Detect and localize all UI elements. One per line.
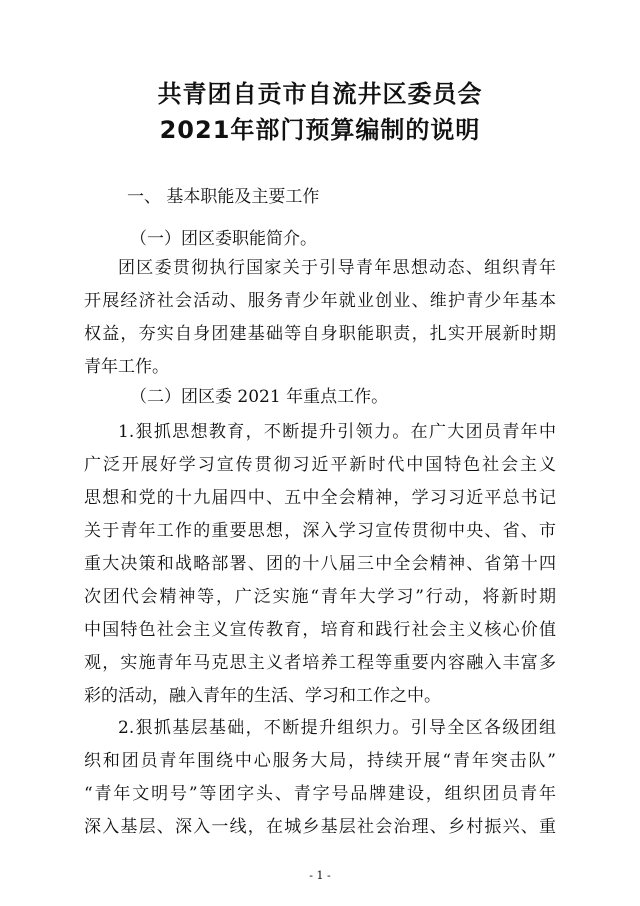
paragraph-line: 深入基层、深入一线，在城乡基层社会治理、乡村振兴、重 — [84, 817, 556, 837]
paragraph-line: 关于青年工作的重要思想，深入学习宣传贯彻中央、省、市 — [84, 521, 556, 541]
paragraph-line: 青年工作。 — [84, 357, 169, 377]
paragraph-line: 彩的活动，融入青年的生活、学习和工作之中。 — [84, 686, 441, 706]
paragraph-line: 观，实施青年马克思主义者培养工程等重要内容融入丰富多 — [84, 653, 556, 673]
paragraph-line: 思想和党的十九届四中、五中全会精神，学习习近平总书记 — [84, 488, 556, 508]
document-title-line-1: 共青团自贡市自流井区委员会 — [157, 80, 483, 108]
section-heading-basic-functions: 一、 基本职能及主要工作 — [127, 187, 320, 207]
paragraph-line: “青年文明号”等团字头、青字号品牌建设，组织团员青年 — [84, 784, 556, 804]
paragraph-line: 2.狠抓基层基础，不断提升组织力。引导全区各级团组 — [118, 718, 556, 738]
subsection-heading-key-work: （二）团区委 2021 年重点工作。 — [130, 387, 389, 407]
paragraph-line: 次团代会精神等，广泛实施“青年大学习”行动，将新时期 — [84, 587, 556, 607]
paragraph-line: 广泛开展好学习宣传贯彻习近平新时代中国特色社会主义 — [84, 455, 556, 475]
page-number: - 1 - — [309, 869, 331, 882]
paragraph-line: 团区委贯彻执行国家关于引导青年思想动态、组织青年 — [118, 258, 556, 278]
paragraph-line: 开展经济社会活动、服务青少年就业创业、维护青少年基本 — [84, 291, 556, 311]
document-title-line-2: 2021年部门预算编制的说明 — [159, 116, 481, 144]
paragraph-line: 权益，夯实自身团建基础等自身职能职责，扎实开展新时期 — [84, 324, 556, 344]
paragraph-line: 织和团员青年围绕中心服务大局，持续开展“青年突击队” — [84, 751, 556, 771]
paragraph-line: 中国特色社会主义宣传教育，培育和践行社会主义核心价值 — [84, 620, 556, 640]
paragraph-line: 1.狠抓思想教育，不断提升引领力。在广大团员青年中 — [118, 422, 556, 442]
subsection-heading-functions-intro: （一）团区委职能简介。 — [130, 229, 317, 249]
paragraph-line: 重大决策和战略部署、团的十八届三中全会精神、省第十四 — [84, 554, 556, 574]
